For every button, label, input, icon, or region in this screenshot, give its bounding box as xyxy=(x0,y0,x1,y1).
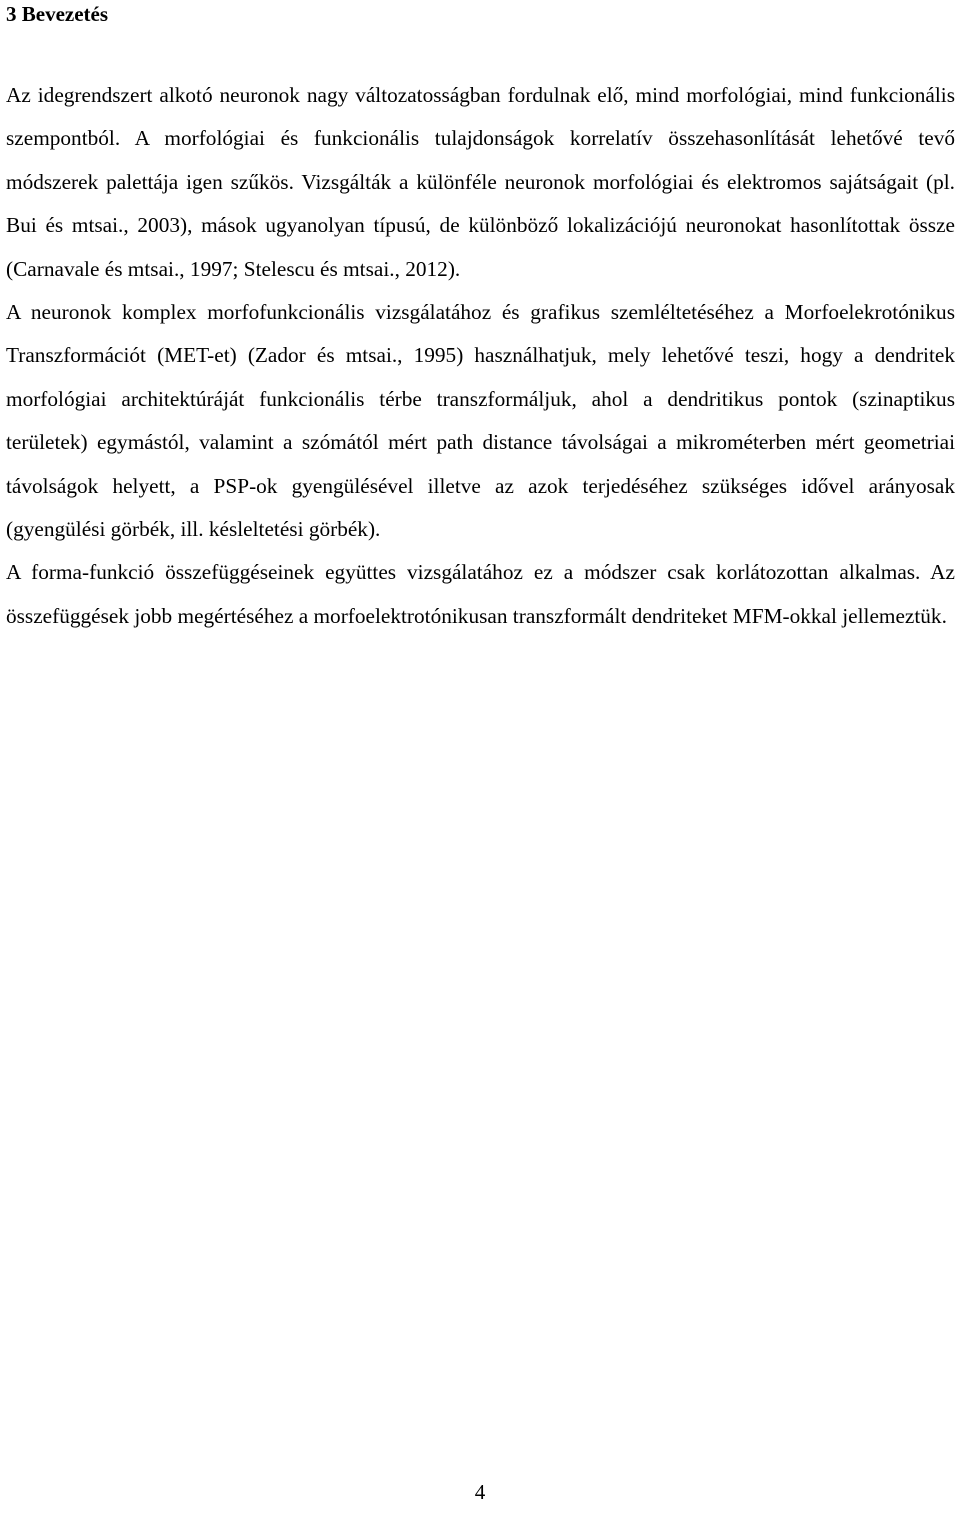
paragraph-3: A forma-funkció összefüggéseinek együttes vizsgálatához ez a módszer csak korlátozottan alkalmas. Az összefüggések jobb megértéséhez a morfoelektrotónikusan transzformált dendriteket MFM-okkal jellemeztük. xyxy=(6,560,955,628)
document-page xyxy=(6,0,955,638)
paragraph-2: A neuronok komplex morfofunkcionális vizsgálatához és grafikus szemléltetéséhez a Morfoelekrotónikus Transzformációt (MET-et) (Zador és mtsai., 1995) használhatjuk, mely lehetővé teszi, hogy a dendritek morfológiai architektúráját funkcionális térbe transzformáljuk, ahol a dendritikus pontok (szinaptikus területek) egymástól, valamint a szómától mért path distance távolságai a mikrométerben mért geometriai távolságok helyett, a PSP-ok gyengülésével illetve az azok terjedéséhez szükséges idővel arányosak (gyengülési görbék, ill. késleltetési görbék). xyxy=(6,300,955,542)
page-number: 4 xyxy=(474,1480,486,1504)
body-text xyxy=(6,74,955,638)
section-heading: 3 Bevezetés xyxy=(6,2,109,26)
paragraph-1: Az idegrendszert alkotó neuronok nagy változatosságban fordulnak elő, mind morfológiai, mind funkcionális szempontból. A morfológiai és funkcionális tulajdonságok korrelatív összehasonlítását lehetővé tevő módszerek palettája igen szűkös. Vizsgálták a különféle neuronok morfológiai és elektromos sajátságait (pl. Bui és mtsai., 2003), mások ugyanolyan típusú, de különböző lokalizációjú neuronokat hasonlítottak össze (Carnavale és mtsai., 1997; Stelescu és mtsai., 2012). xyxy=(6,83,955,281)
